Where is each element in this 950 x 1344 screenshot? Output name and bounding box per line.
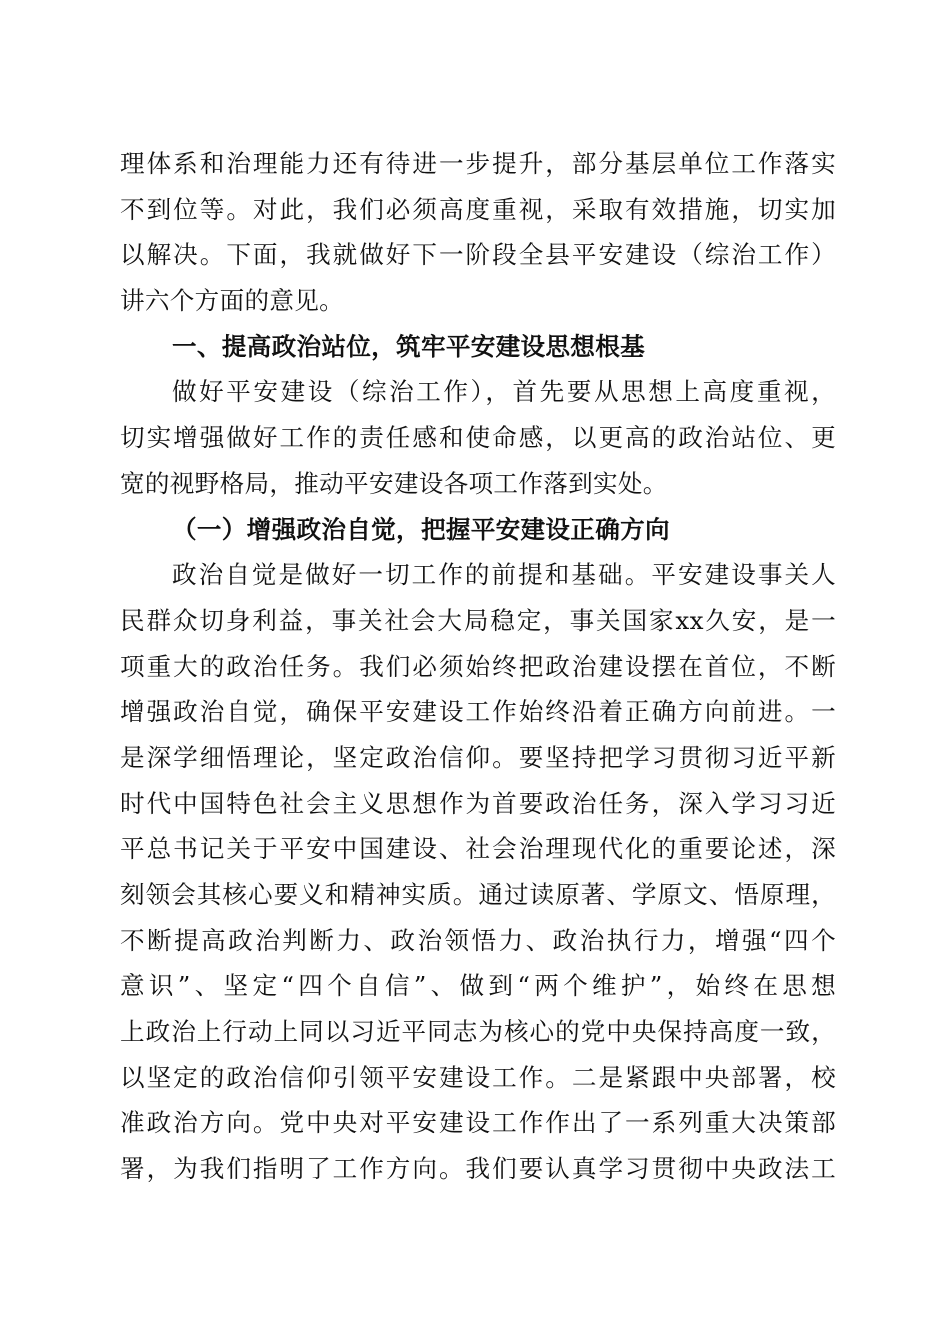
body-line: 平总书记关于平安中国建设、社会治理现代化的重要论述，深 [120,834,836,864]
body-line: 宽的视野格局，推动平安建设各项工作落到实处。 [120,468,668,498]
body-line: 讲六个方面的意见。 [120,286,345,316]
body-line: 不到位等。对此，我们必须高度重视，采取有效措施，切实加 [120,194,836,224]
body-line: 是深学细悟理论，坚定政治信仰。要坚持把学习贯彻习近平新 [120,742,836,772]
body-line: 以坚定的政治信仰引领平安建设工作。二是紧跟中央部署，校 [120,1062,836,1092]
body-line: 切实增强做好工作的责任感和使命感，以更高的政治站位、更 [120,423,836,453]
section-heading: 一、提高政治站位，筑牢平安建设思想根基 [172,331,645,361]
body-line: 署，为我们指明了工作方向。我们要认真学习贯彻中央政法工 [120,1154,836,1184]
body-line: 不断提高政治判断力、政治领悟力、政治执行力，增强“四个 [120,925,836,955]
body-line: 刻领会其核心要义和精神实质。通过读原著、学原文、悟原理， [120,880,836,909]
body-line: 以解决。下面，我就做好下一阶段全县平安建设（综治工作） [120,240,836,270]
body-line: 理体系和治理能力还有待进一步提升，部分基层单位工作落实 [120,149,836,178]
document-body [120,141,836,1192]
body-line: 准政治方向。党中央对平安建设工作作出了一系列重大决策部 [120,1108,836,1138]
body-line: 政治自觉是做好一切工作的前提和基础。平安建设事关人 [172,560,836,590]
body-line: 时代中国特色社会主义思想作为首要政治任务，深入学习习近 [120,788,836,818]
body-line: 上政治上行动上同以习近平同志为核心的党中央保持高度一致， [120,1017,836,1047]
body-line: 做好平安建设（综治工作），首先要从思想上高度重视， [172,377,836,407]
body-line: 民群众切身利益，事关社会大局稳定，事关国家xx久安，是一 [120,605,836,635]
body-line: 增强政治自觉，确保平安建设工作始终沿着正确方向前进。一 [120,697,836,727]
body-line: 意识”、坚定“四个自信”、做到“两个维护”，始终在思想 [120,971,836,1001]
subsection-heading: （一）增强政治自觉，把握平安建设正确方向 [172,514,670,544]
body-line: 项重大的政治任务。我们必须始终把政治建设摆在首位，不断 [120,651,836,681]
